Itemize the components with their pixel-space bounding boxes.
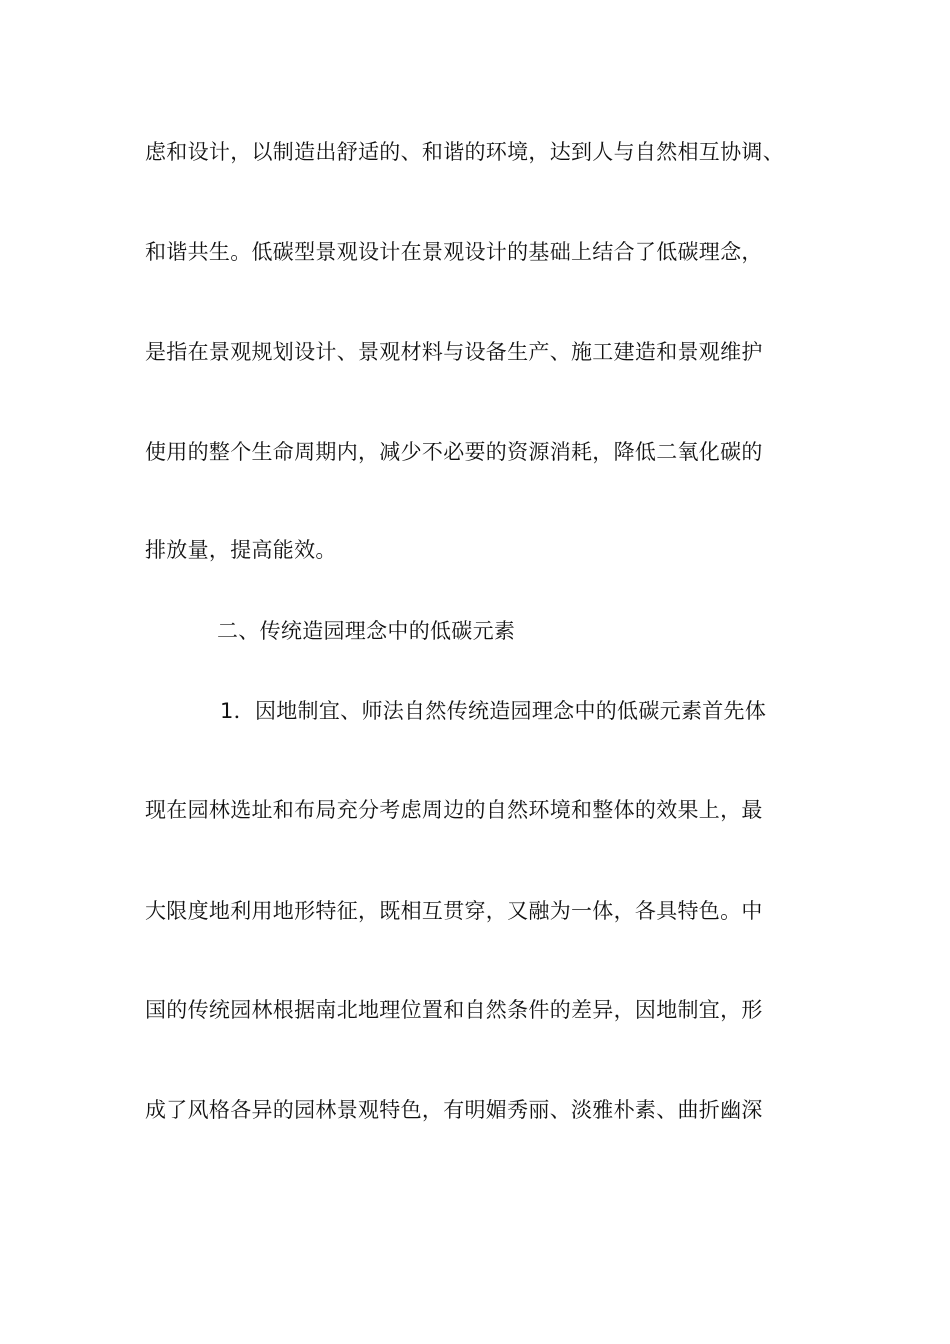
paragraph-line: 是指在景观规划设计、景观材料与设备生产、施工建造和景观维护	[145, 340, 763, 364]
paragraph-line: 和谐共生。低碳型景观设计在景观设计的基础上结合了低碳理念，	[145, 240, 763, 264]
section-heading: 二、传统造园理念中的低碳元素	[217, 619, 516, 643]
paragraph-line: 现在园林选址和布局充分考虑周边的自然环境和整体的效果上，最	[145, 798, 763, 822]
paragraph-line: 虑和设计，以制造出舒适的、和谐的环境，达到人与自然相互协调、	[145, 140, 784, 164]
paragraph-line: 大限度地利用地形特征，既相互贯穿，又融为一体，各具特色。中	[145, 899, 763, 923]
subsection-first-line: 1．因地制宜、师法自然传统造园理念中的低碳元素首先体	[220, 699, 767, 723]
paragraph-line: 使用的整个生命周期内，减少不必要的资源消耗，降低二氧化碳的	[145, 440, 763, 464]
paragraph-line: 成了风格各异的园林景观特色，有明媚秀丽、淡雅朴素、曲折幽深	[145, 1098, 763, 1122]
paragraph-line: 排放量，提高能效。	[145, 538, 337, 562]
paragraph-line: 国的传统园林根据南北地理位置和自然条件的差异，因地制宜，形	[145, 998, 763, 1022]
